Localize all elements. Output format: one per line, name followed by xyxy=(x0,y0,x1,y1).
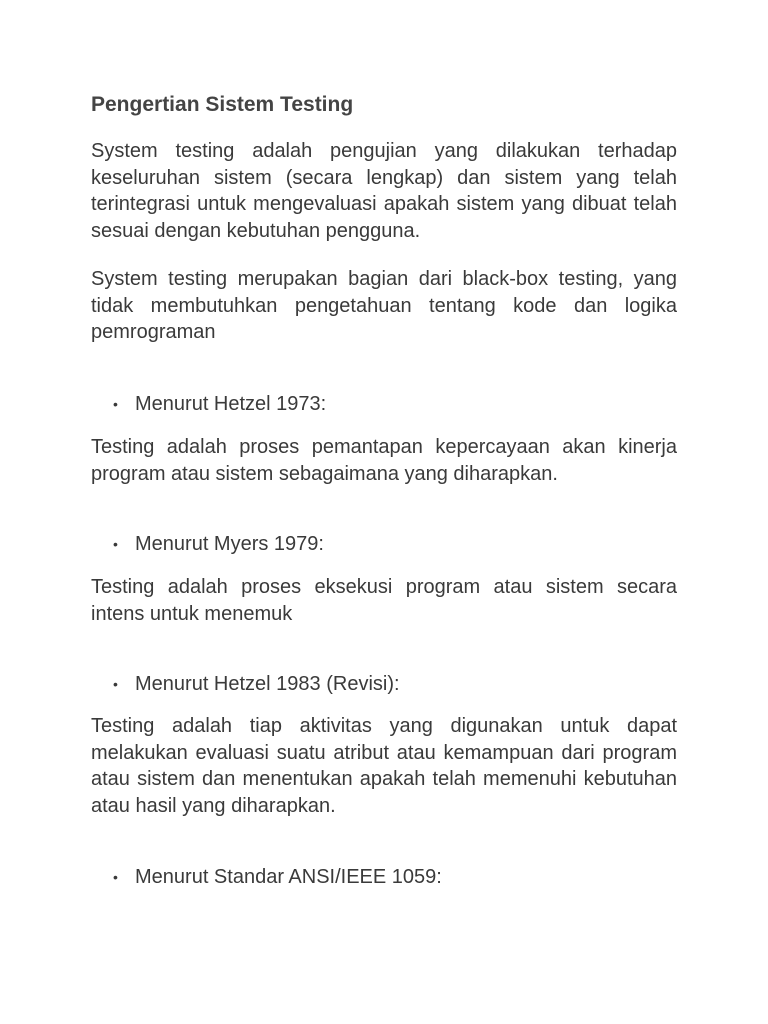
definition-text-hetzel-1983: Testing adalah tiap aktivitas yang digunakan untuk dapat melakukan evaluasi suatu atribut atau kemampuan dari program atau sistem dan menentukan apakah telah memenuhi kebutuhan atau hasil yang diharapkan. xyxy=(91,715,677,817)
list-item-label: Menurut Hetzel 1973: xyxy=(135,393,327,415)
bullet-icon: • xyxy=(113,676,118,692)
list-item-label: Menurut Hetzel 1983 (Revisi): xyxy=(135,673,400,695)
definition-text-hetzel-1973: Testing adalah proses pemantapan kepercayaan akan kinerja program atau sistem sebagaimana yang diharapkan. xyxy=(91,436,677,485)
bullet-icon: • xyxy=(113,536,118,552)
list-item-label: Menurut Standar ANSI/IEEE 1059: xyxy=(135,866,442,888)
bullet-icon: • xyxy=(113,396,118,412)
bullet-icon: • xyxy=(113,869,118,885)
definition-text-myers-1979: Testing adalah proses eksekusi program atau sistem secara intens untuk menemuk xyxy=(91,576,677,625)
intro-paragraph-1: System testing adalah pengujian yang dilakukan terhadap keseluruhan sistem (secara lengkap) dan sistem yang telah terintegrasi untuk mengevaluasi apakah sistem yang dibuat telah sesuai dengan kebutuhan pengguna. xyxy=(91,140,677,242)
page-title: Pengertian Sistem Testing xyxy=(91,93,354,116)
list-item-label: Menurut Myers 1979: xyxy=(135,533,324,555)
intro-paragraph-2: System testing merupakan bagian dari black-box testing, yang tidak membutuhkan pengetahuan tentang kode dan logika pemrograman xyxy=(91,268,677,343)
